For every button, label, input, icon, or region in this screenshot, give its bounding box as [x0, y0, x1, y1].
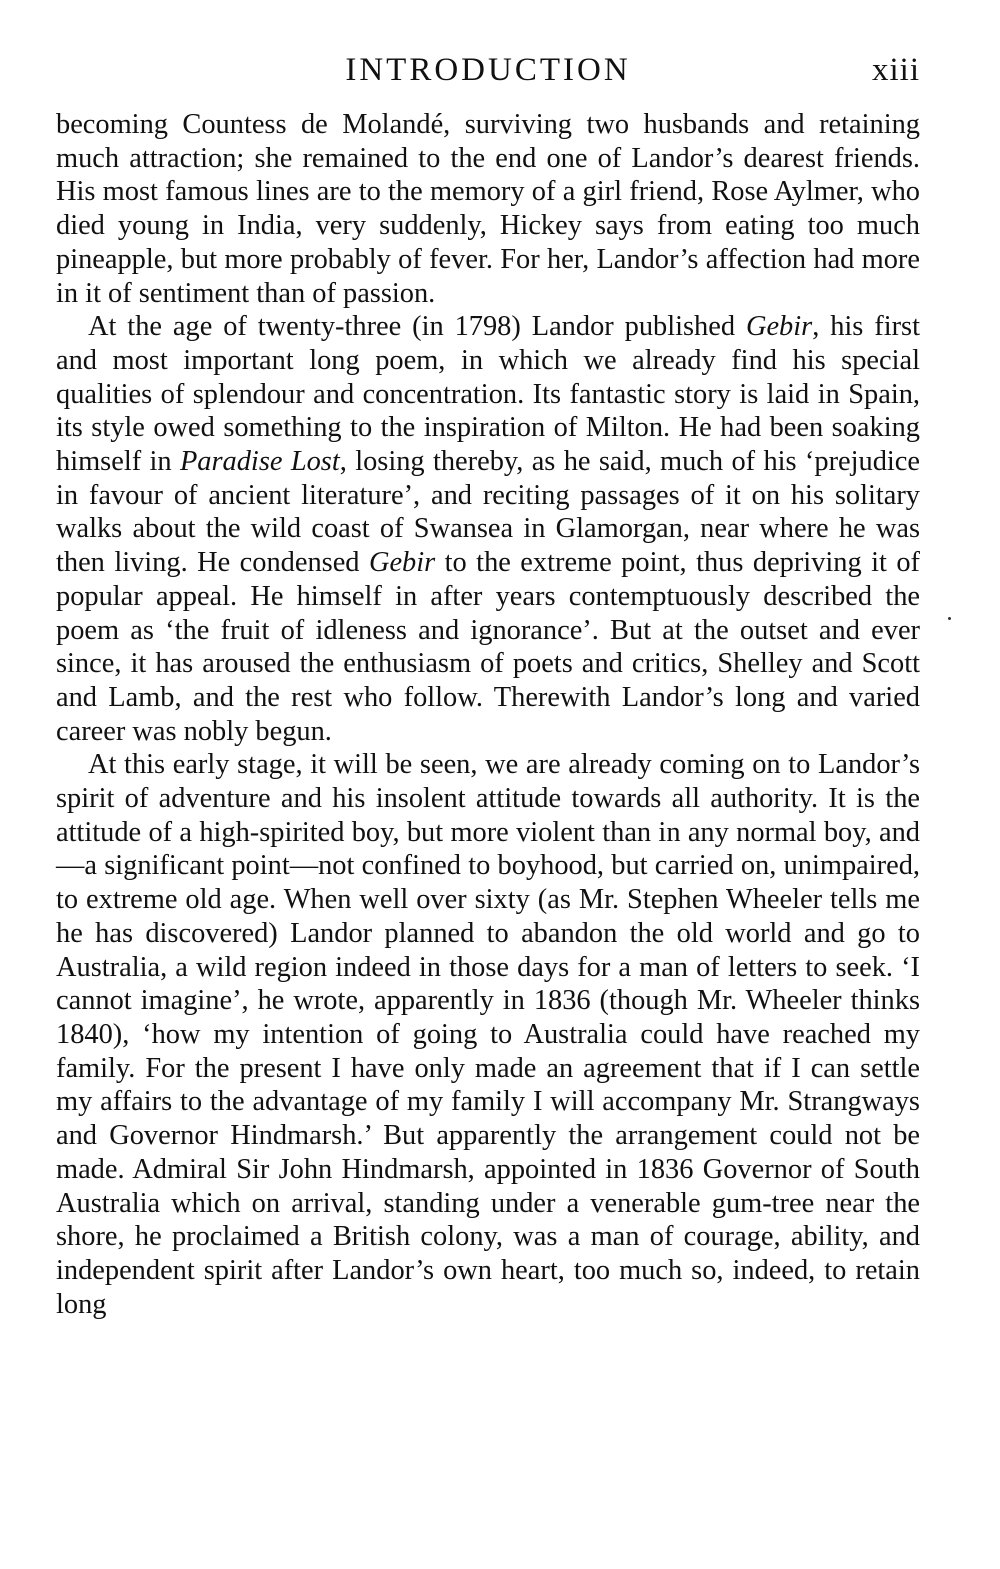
- paragraph-text: , losing thereby, as he said, much of his ‘prejudice in favour of ancient literature’, and reciting passages of it on his solitary walks about the wild coast of Swansea in Glamorgan, near where he was then living. He condensed: [56, 446, 920, 579]
- paragraph-text: At this early stage, it will be seen, we are already coming on to Landor’s spirit of adventure and his insolent attitude towards all authority. It is the attitude of a high-spirited boy, but more violent than in any normal boy, and—a significant point—not confined to boyhood, but carried on, unimpaired, to extreme old age. When well over sixty (as Mr. Stephen Wheeler tells me he has discovered) Landor planned to abandon the old world and go to Australia, a wild region indeed in those days for a man of letters to seek. ‘I cannot imagine’, he wrote, apparently in 1836 (though Mr. Wheeler thinks 1840), ‘how my intention of going to Australia could have reached my family. For the present I have only made an agreement that if I can settle my affairs to the advantage of my family I will accompany Mr. Strangways and Governor Hindmarsh.’ But apparently the arrangement could not be made. Admiral Sir John Hindmarsh, appointed in 1836 Governor of South Australia which on arrival, standing under a venerable gum-tree near the shore, he proclaimed a British colony, was a man of courage, ability, and independent spirit after Landor’s own heart, too much so, indeed, to retain long: [56, 749, 920, 1320]
- paragraph-australia: [56, 748, 920, 1321]
- body-text: [56, 108, 920, 1321]
- italic-title-text: Gebir: [745, 311, 813, 343]
- book-page: [56, 46, 920, 1321]
- paragraph-text: , his first and most important long poem, in which we already find his special qualities of splendour and concentration. Its fantastic story is laid in Spain, its style owed something to the inspiration of Milton. He had been soaking himself in: [56, 311, 920, 478]
- italic-title-text: Paradise Lost: [179, 446, 340, 478]
- stray-ink-mark: [948, 617, 951, 620]
- italic-title-text: Gebir: [368, 547, 436, 579]
- paragraph-text: At the age of twenty-three (in 1798) Landor published: [88, 311, 746, 343]
- paragraph-text: becoming Countess de Molandé, surviving two husbands and retaining much attraction; she remained to the end one of Landor’s dearest friends. His most famous lines are to the memory of a girl friend, Rose Aylmer, who died young in India, very suddenly, Hickey says from eating too much pineapple, but more probably of fever. For her, Landor’s affection had more in it of sentiment than of passion.: [56, 109, 920, 309]
- paragraph-rose-aylmer: [56, 108, 920, 310]
- running-title: INTRODUCTION: [345, 52, 631, 88]
- page-number: xiii: [871, 52, 920, 88]
- paragraph-gebir: [56, 310, 920, 748]
- paragraph-text: to the extreme point, thus depriving it of popular appeal. He himself in after years contemptuously described the poem as ‘the fruit of idleness and ignorance’. But at the outset and ever since, it has aroused the enthusiasm of poets and critics, Shelley and Scott and Lamb, and the rest who follow. Therewith Landor’s long and varied career was nobly begun.: [56, 547, 920, 747]
- running-head: [56, 46, 920, 94]
